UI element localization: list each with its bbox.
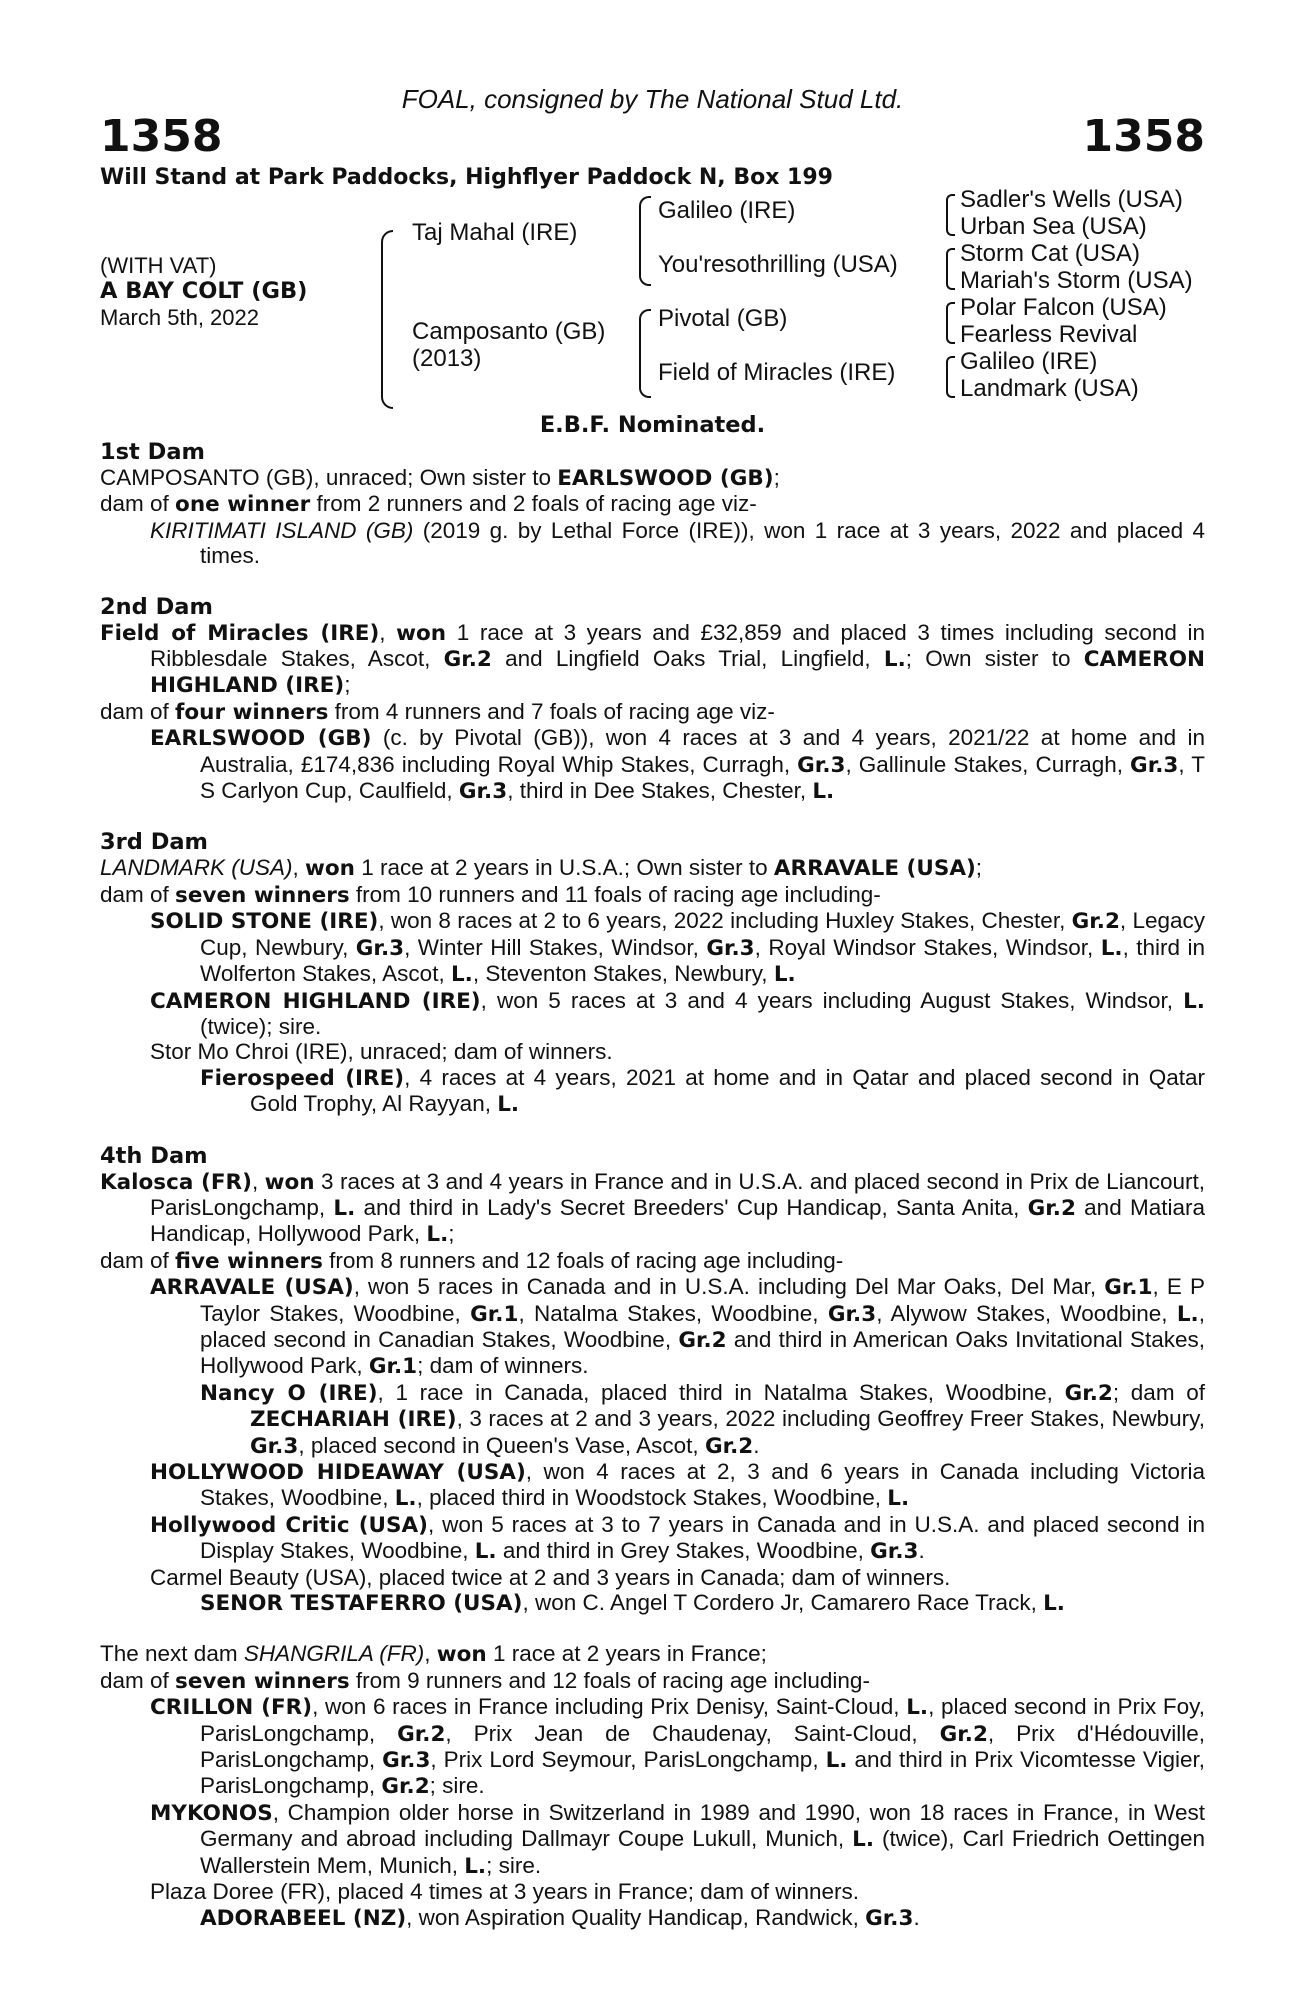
grand-produce-entry: Nancy O (IRE), 1 race in Canada, placed third in Natalma Stakes, Woodbine, Gr.2; dam of ZECHARIAH (IRE), 3 races at 2 and 3 years, 2022 including Geoffrey Freer Stakes, Newbury, Gr.3, placed second in Queen's Vase, Ascot, Gr.2.: [200, 1379, 1205, 1459]
first-dam-section: [100, 439, 1205, 569]
ss-dam: Urban Sea (USA): [960, 213, 1147, 240]
produce-entry: Stor Mo Chroi (IRE), unraced; dam of winners.: [150, 1039, 613, 1065]
ds-dam: Fearless Revival: [960, 321, 1138, 348]
dam-year: (2013): [412, 345, 482, 372]
dam-summary: LANDMARK (USA), won 1 race at 2 years in U.S.A.; Own sister to ARRAVALE (USA);: [100, 855, 983, 882]
vat-note: (WITH VAT): [100, 253, 217, 278]
produce-entry: ARRAVALE (USA), won 5 races in Canada and in U.S.A. including Del Mar Oaks, Del Mar, Gr.1, E P Taylor Stakes, Woodbine, Gr.1, Natalma Stakes, Woodbine, Gr.3, Alywow Stakes, Woodbine, L., placed second in Canadian Stakes, Woodbine, Gr.2 and third in American Oaks Invitational Stakes, Hollywood Park, Gr.1; dam of winners.: [150, 1274, 1205, 1380]
sire-name: Taj Mahal (IRE): [412, 219, 578, 246]
sire-sire: Galileo (IRE): [658, 197, 796, 224]
section-heading: 2nd Dam: [100, 593, 213, 620]
dam-name: Camposanto (GB): [412, 318, 606, 345]
foaling-date: March 5th, 2022: [100, 305, 259, 330]
pedigree-table: [100, 186, 1205, 404]
sd-sire: Storm Cat (USA): [960, 240, 1141, 267]
dam-summary: Kalosca (FR), won 3 races at 3 and 4 years in France and in U.S.A. and placed second in Prix de Liancourt, ParisLongchamp, L. and third in Lady's Secret Breeders' Cup Handicap, Santa Anita, Gr.2 and Matiara Handicap, Hollywood Park, L.;: [100, 1168, 1205, 1248]
grand-produce-entry: SENOR TESTAFERRO (USA), won C. Angel T Cordero Jr, Camarero Race Track, L.: [200, 1590, 1065, 1617]
sd-dam: Mariah's Storm (USA): [960, 267, 1193, 294]
produce-entry: CAMERON HIGHLAND (IRE), won 5 races at 3 and 4 years including August Stakes, Windsor, L. (twice); sire.: [150, 987, 1205, 1039]
dd-dam: Landmark (USA): [960, 375, 1139, 402]
ss-sire: Sadler's Wells (USA): [960, 186, 1183, 213]
dd-sire: Galileo (IRE): [960, 348, 1098, 375]
produce-summary: dam of five winners from 8 runners and 12 foals of racing age including-: [100, 1247, 844, 1274]
section-heading: 4th Dam: [100, 1142, 208, 1169]
brace-ds: [946, 302, 955, 344]
produce-entry: Carmel Beauty (USA), placed twice at 2 and 3 years in Canada; dam of winners.: [150, 1564, 951, 1590]
catalogue-page: [100, 84, 1205, 1931]
produce-entry: SOLID STONE (IRE), won 8 races at 2 to 6 years, 2022 including Huxley Stakes, Chester, Gr.2, Legacy Cup, Newbury, Gr.3, Winter Hill Stakes, Windsor, Gr.3, Royal Windsor Stakes, Windsor, L., third in Wolferton Stakes, Ascot, L., Steventon Stakes, Newbury, L.: [150, 908, 1206, 988]
sire-brace: [639, 196, 651, 286]
produce-summary: dam of one winner from 2 runners and 2 foals of racing age viz-: [100, 491, 757, 518]
produce-entry: MYKONOS, Champion older horse in Switzerland in 1989 and 1990, won 18 races in France, in West Germany and abroad including Dallmayr Coupe Lukull, Munich, L. (twice), Carl Friedrich Oettingen Wallerstein Mem, Munich, L.; sire.: [150, 1799, 1205, 1879]
dam-summary: The next dam SHANGRILA (FR), won 1 race at 2 years in France;: [100, 1641, 767, 1668]
brace-dd: [946, 356, 955, 398]
produce-entry: KIRITIMATI ISLAND (GB) (2019 g. by Lethal Force (IRE)), won 1 race at 3 years, 2022 and placed 4 times.: [150, 517, 1205, 569]
lot-number-right: 1358: [1082, 111, 1205, 162]
brace-sd: [946, 248, 955, 290]
consignor-line: FOAL, consigned by The National Stud Ltd.: [401, 84, 904, 114]
produce-entry: Plaza Doree (FR), placed 4 times at 3 years in France; dam of winners.: [150, 1879, 860, 1905]
dam-summary: CAMPOSANTO (GB), unraced; Own sister to EARLSWOOD (GB);: [100, 465, 780, 491]
dam-sire: Pivotal (GB): [658, 305, 788, 332]
dam-brace: [639, 309, 651, 398]
next-dam-section: [100, 1641, 1205, 1930]
sire-dam: You'resothrilling (USA): [658, 251, 898, 278]
dam-dam: Field of Miracles (IRE): [658, 359, 896, 386]
produce-summary: dam of seven winners from 9 runners and 12 foals of racing age including-: [100, 1667, 870, 1694]
section-heading: 1st Dam: [100, 439, 205, 465]
fourth-dam-section: [100, 1143, 1205, 1617]
produce-entry: CRILLON (FR), won 6 races in France including Prix Denisy, Saint-Cloud, L., placed second in Prix Foy, ParisLongchamp, Gr.2, Prix Jean de Chaudenay, Saint-Cloud, Gr.2, Prix d'Hédouville, ParisLongchamp, Gr.3, Prix Lord Seymour, ParisLongchamp, L. and third in Prix Vicomtesse Vigier, ParisLongchamp, Gr.2; sire.: [150, 1694, 1206, 1800]
produce-entry: HOLLYWOOD HIDEAWAY (USA), won 4 races at 2, 3 and 6 years in Canada including Victoria Stakes, Woodbine, L., placed third in Woodstock Stakes, Woodbine, L.: [150, 1459, 1206, 1512]
pedigree-brace-main: [381, 230, 393, 409]
section-heading: 3rd Dam: [100, 829, 208, 856]
produce-summary: dam of four winners from 4 runners and 7 foals of racing age viz-: [100, 698, 775, 725]
second-dam-section: [100, 594, 1205, 805]
grand-produce-entry: Fierospeed (IRE), 4 races at 4 years, 2021 at home and in Qatar and placed second in Qatar Gold Trophy, Al Rayyan, L.: [200, 1064, 1205, 1118]
produce-entry: Hollywood Critic (USA), won 5 races at 3 to 7 years in Canada and in U.S.A. and placed second in Display Stakes, Woodbine, L. and third in Grey Stakes, Woodbine, Gr.3.: [150, 1511, 1205, 1565]
ebf-nominated: E.B.F. Nominated.: [539, 412, 766, 438]
dam-summary: Field of Miracles (IRE), won 1 race at 3 years and £32,859 and placed 3 times including second in Ribblesdale Stakes, Ascot, Gr.2 and Lingfield Oaks Trial, Lingfield, L.; Own sister to CAMERON HIGHLAND (IRE);: [100, 619, 1206, 699]
produce-summary: dam of seven winners from 10 runners and 11 foals of racing age including-: [100, 881, 881, 908]
brace-ss: [946, 194, 955, 236]
stabling-location: Will Stand at Park Paddocks, Highflyer Paddock N, Box 199: [100, 165, 833, 190]
horse-name: A BAY COLT (GB): [100, 278, 308, 304]
produce-entry: EARLSWOOD (GB) (c. by Pivotal (GB)), won 4 races at 3 and 4 years, 2021/22 at home and in Australia, £174,836 including Royal Whip Stakes, Curragh, Gr.3, Gallinule Stakes, Curragh, Gr.3, T S Carlyon Cup, Caulfield, Gr.3, third in Dee Stakes, Chester, L.: [150, 725, 1205, 805]
third-dam-section: [100, 829, 1205, 1117]
lot-number-row: [100, 111, 1205, 162]
grand-produce-entry: ADORABEEL (NZ), won Aspiration Quality Handicap, Randwick, Gr.3.: [200, 1904, 920, 1931]
ds-sire: Polar Falcon (USA): [960, 294, 1167, 321]
lot-number-left: 1358: [100, 111, 223, 162]
